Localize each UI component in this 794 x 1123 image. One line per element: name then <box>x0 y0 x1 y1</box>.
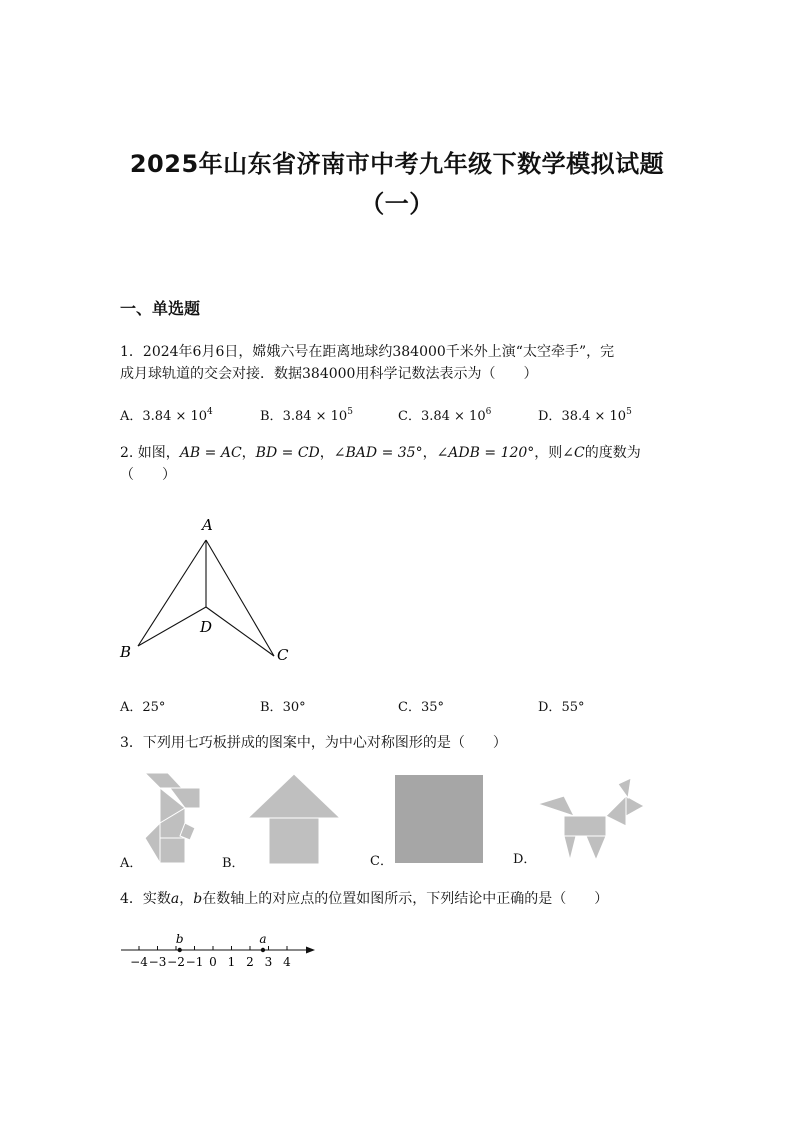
q1-option-c[interactable] <box>398 405 491 424</box>
question-2-line-2: （ ） <box>120 467 176 483</box>
tangram-square <box>394 774 484 864</box>
q4-var-b: b <box>193 891 203 907</box>
point-a-dot <box>261 948 265 952</box>
axis-ticks <box>130 946 291 969</box>
q1-option-b[interactable] <box>260 405 353 424</box>
option-exponent: 4 <box>207 407 213 417</box>
q2-sep: ， <box>241 445 256 461</box>
axis-tick-label: 2 <box>246 955 254 969</box>
option-value: 30° <box>282 700 306 715</box>
option-exponent: 5 <box>626 407 632 417</box>
q2-cond-angle-bad: ∠BAD = 35° <box>333 445 423 461</box>
option-value: 25° <box>142 700 166 715</box>
point-b-dot <box>178 948 182 952</box>
segment-bd <box>138 607 206 646</box>
segment-ab <box>138 540 206 646</box>
segment-cd <box>206 607 274 656</box>
q2-option-d[interactable] <box>538 696 584 715</box>
q2-sep: ， <box>319 445 334 461</box>
option-label: C． <box>398 700 421 715</box>
q4-comma: ， <box>179 891 194 907</box>
section-heading: 一、单选题 <box>120 299 201 318</box>
q2-option-a[interactable] <box>120 696 165 715</box>
option-value: 55° <box>561 700 585 715</box>
page-title: 2025年山东省济南市中考九年级下数学模拟试题 <box>129 150 665 178</box>
option-exponent: 5 <box>347 407 353 417</box>
option-value: 35° <box>420 700 444 715</box>
page-subtitle: （一） <box>360 190 434 218</box>
question-2-line-1 <box>120 442 690 464</box>
option-label: B． <box>260 700 283 715</box>
q2-option-c[interactable] <box>398 696 444 715</box>
q2-mid: ，则∠ <box>534 445 575 461</box>
option-exponent: 6 <box>485 407 492 417</box>
q1-option-d[interactable] <box>538 405 632 424</box>
option-label: C． <box>398 409 421 424</box>
q2-angle-c: C <box>574 445 585 461</box>
q3-option-b[interactable]: B． <box>222 856 245 871</box>
axis-tick-label: 1 <box>227 955 236 969</box>
q4-suffix: 在数轴上的对应点的位置如图所示，下列结论中正确的是（ ） <box>202 891 609 907</box>
q4-var-a: a <box>170 891 180 907</box>
q2-option-b[interactable] <box>260 696 306 715</box>
question-1-line-2: 成月球轨道的交会对接．数据384000用科学记数法表示为（ ） <box>120 366 538 382</box>
point-b-label: b <box>175 932 184 946</box>
axis-tick-label: 0 <box>209 955 217 969</box>
q3-option-c[interactable]: C． <box>370 854 393 869</box>
axis-tick-label: 3 <box>264 955 273 969</box>
q2-suffix: 的度数为 <box>584 445 641 461</box>
vertex-label-b: B <box>120 643 132 661</box>
option-label: A． <box>120 700 143 715</box>
option-base: 3.84 × 10 <box>420 409 486 424</box>
q2-cond-ab-ac: AB = AC <box>179 445 242 461</box>
q2-cond-angle-adb: ∠ADB = 120° <box>436 445 535 461</box>
option-label: D． <box>538 409 562 424</box>
option-base: 3.84 × 10 <box>142 409 208 424</box>
question-3: 3．下列用七巧板拼成的图案中，为中心对称图形的是（ ） <box>120 735 507 751</box>
q3-option-d[interactable]: D． <box>513 852 537 867</box>
q1-option-a[interactable] <box>120 405 213 424</box>
axis-arrow <box>306 947 315 954</box>
option-label: B． <box>260 409 283 424</box>
question-1-line-1: 1．2024年6月6日，嫦娥六号在距离地球约384000千米外上演“太空牵手”，完 <box>120 344 615 360</box>
tangram-dog <box>536 776 648 862</box>
question-2 <box>120 442 690 486</box>
tangram-rabbit <box>140 768 210 868</box>
axis-tick-label: −4 <box>130 955 148 969</box>
q2-prefix: 2. 如图， <box>120 445 180 461</box>
vertex-label-a: A <box>202 516 213 534</box>
question-4 <box>120 888 608 910</box>
point-a-label: a <box>259 932 267 946</box>
q2-sep: ， <box>422 445 437 461</box>
axis-tick-label: −2 <box>167 955 185 969</box>
tangram-arrow <box>246 772 342 866</box>
option-label: A． <box>120 409 143 424</box>
option-base: 3.84 × 10 <box>282 409 348 424</box>
axis-points <box>176 932 267 952</box>
segment-ac <box>206 540 274 656</box>
axis-tick-label: −3 <box>148 955 167 969</box>
q2-cond-bd-cd: BD = CD <box>255 445 320 461</box>
q3-option-a[interactable]: A． <box>120 856 143 871</box>
number-line <box>115 928 325 974</box>
option-label: D． <box>538 700 562 715</box>
axis-tick-label: −1 <box>185 955 204 969</box>
axis-tick-label: 4 <box>283 955 291 969</box>
vertex-label-c: C <box>277 646 289 664</box>
vertex-label-d: D <box>200 618 213 636</box>
option-base: 38.4 × 10 <box>561 409 627 424</box>
q4-prefix: 4．实数 <box>120 891 171 907</box>
triangle-figure <box>110 510 310 670</box>
question-1 <box>120 341 690 385</box>
